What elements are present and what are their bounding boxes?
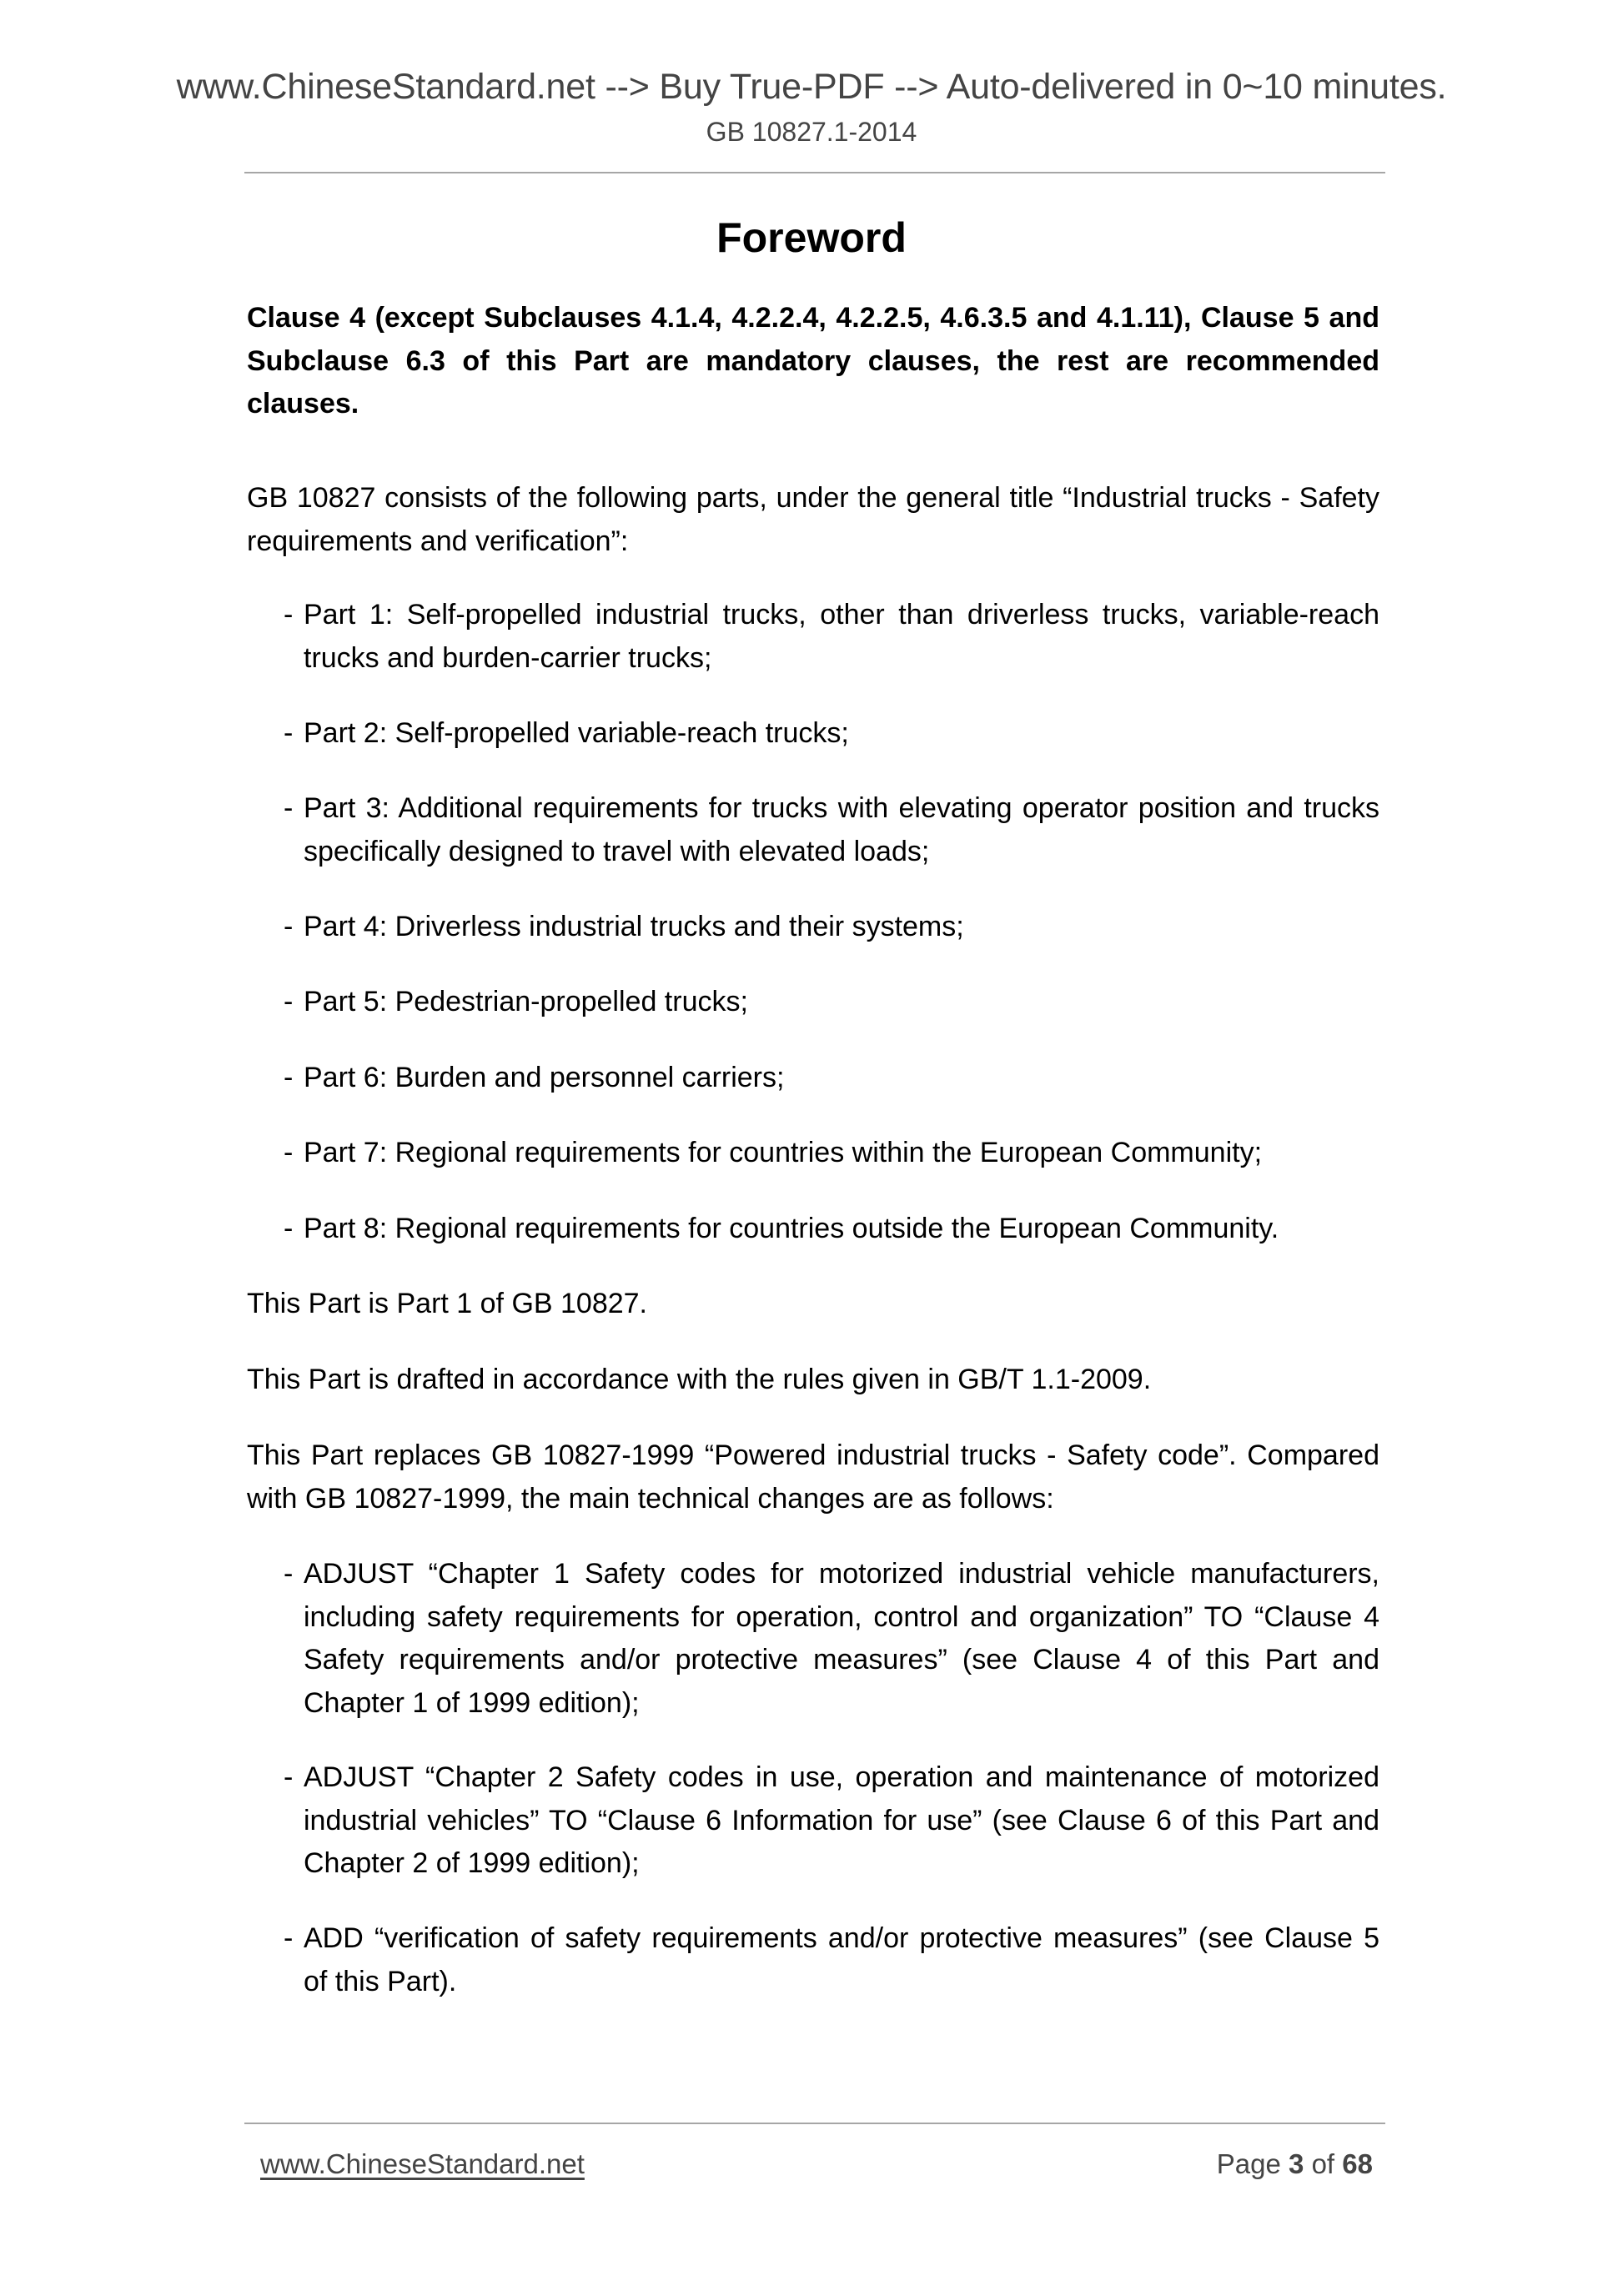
list-item-text: Part 8: Regional requirements for countries outside the European Community. — [304, 1213, 1279, 1244]
list-item-text: ADJUST “Chapter 1 Safety codes for motorized industrial vehicle manufacturers, including safety requirements for operation, control and organization” TO “Clause 4 Safety requirements and/or protective measures” (see Clause 4 of this Part and Chapter 1 of 1999 edition); — [304, 1558, 1379, 1719]
list-item-text: Part 2: Self-propelled variable-reach trucks; — [304, 717, 849, 749]
document-id: GB 10827.1-2014 — [706, 117, 917, 147]
list-item — [284, 906, 1379, 949]
list-item-text: Part 6: Burden and personnel carriers; — [304, 1062, 785, 1093]
dash-bullet: - — [284, 1137, 294, 1168]
list-item — [284, 1208, 1379, 1251]
drafting-rules-paragraph: This Part is drafted in accordance with the rules given in GB/T 1.1-2009. — [247, 1364, 1152, 1395]
page-prefix: Page — [1216, 2148, 1281, 2179]
dash-bullet: - — [284, 986, 294, 1017]
dash-bullet: - — [284, 1558, 294, 1590]
mandatory-clauses-paragraph: Clause 4 (except Subclauses 4.1.4, 4.2.2.4, 4.2.2.5, 4.6.3.5 and 4.1.11), Clause 5 and Subclause 6.3 of this Part are mandatory clauses, the rest are recommended clauses. — [247, 302, 1379, 420]
list-item-text: Part 5: Pedestrian-propelled trucks; — [304, 986, 748, 1017]
parts-intro-paragraph: GB 10827 consists of the following parts, under the general title “Industrial trucks - Safety requirements and verification”: — [247, 482, 1379, 557]
list-item-text: Part 1: Self-propelled industrial trucks, other than driverless trucks, variable-reach trucks and burden-carrier trucks; — [304, 599, 1379, 674]
replaces-paragraph: This Part replaces GB 10827-1999 “Powered industrial trucks - Safety code”. Compared with GB 10827-1999, the main technical changes are as follows: — [247, 1439, 1379, 1515]
list-item — [284, 712, 1379, 756]
list-item — [284, 1553, 1379, 1725]
page-title: Foreword — [716, 214, 907, 261]
part-of-paragraph: This Part is Part 1 of GB 10827. — [247, 1288, 648, 1319]
current-page: 3 — [1289, 2148, 1304, 2179]
list-item-text: Part 7: Regional requirements for countries within the European Community; — [304, 1137, 1263, 1168]
dash-bullet: - — [284, 599, 294, 631]
dash-bullet: - — [284, 717, 294, 749]
dash-bullet: - — [284, 1062, 294, 1093]
dash-bullet: - — [284, 792, 294, 824]
dash-bullet: - — [284, 1213, 294, 1244]
header-divider — [244, 172, 1385, 173]
total-pages: 68 — [1342, 2148, 1373, 2179]
list-item — [284, 1057, 1379, 1100]
website-link[interactable]: www.ChineseStandard.net — [260, 2148, 585, 2179]
list-item — [284, 1132, 1379, 1175]
list-item — [284, 981, 1379, 1024]
page-number — [1217, 2148, 1373, 2181]
page-of: of — [1311, 2148, 1335, 2179]
dash-bullet: - — [284, 1922, 294, 1954]
list-item-text: Part 3: Additional requirements for trucks with elevating operator position and trucks specifically designed to travel with elevated loads; — [304, 792, 1379, 867]
list-item-text: Part 4: Driverless industrial trucks and their systems; — [304, 911, 964, 942]
list-item-text: ADD “verification of safety requirements and/or protective measures” (see Clause 5 of this Part). — [304, 1922, 1379, 1997]
list-item — [284, 1917, 1379, 2003]
list-item — [284, 787, 1379, 873]
list-item — [284, 594, 1379, 680]
list-item — [284, 1756, 1379, 1886]
list-item-text: ADJUST “Chapter 2 Safety codes in use, operation and maintenance of motorized industrial vehicles” TO “Clause 6 Information for use” (see Clause 6 of this Part and Chapter 2 of 1999 edition); — [304, 1761, 1379, 1879]
footer-divider — [244, 2123, 1385, 2124]
header-banner: www.ChineseStandard.net --> Buy True-PDF --> Auto-delivered in 0~10 minutes. — [176, 67, 1447, 107]
dash-bullet: - — [284, 1761, 294, 1793]
dash-bullet: - — [284, 911, 294, 942]
